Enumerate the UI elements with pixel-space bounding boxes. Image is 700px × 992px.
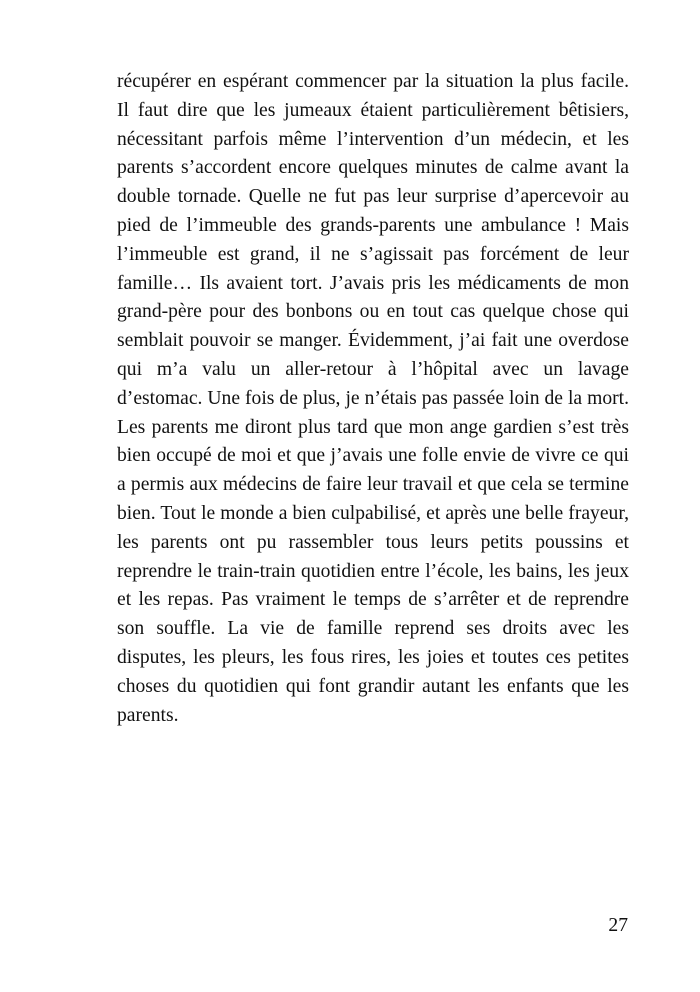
text-line: famille… Ils avaient tort. J’avais pris les médicaments de mon <box>117 272 629 294</box>
text-line: grand-père pour des bonbons ou en tout cas quelque chose qui <box>117 301 629 323</box>
text-line: choses du quotidien qui font grandir autant les enfants que les <box>117 675 629 697</box>
page-number: 27 <box>608 915 628 936</box>
body-paragraph <box>117 68 629 730</box>
text-line: bien occupé de moi et que j’avais une folle envie de vivre ce qui <box>117 445 629 467</box>
text-line: les parents ont pu rassembler tous leurs petits poussins et <box>117 531 629 553</box>
text-line: Il faut dire que les jumeaux étaient particulièrement bêtisiers, <box>117 99 629 121</box>
text-line: a permis aux médecins de faire leur travail et que cela se termine <box>117 474 629 496</box>
text-line: son souffle. La vie de famille reprend ses droits avec les <box>117 618 629 640</box>
text-line: parents s’accordent encore quelques minutes de calme avant la <box>117 157 629 179</box>
text-line: reprendre le train-train quotidien entre l’école, les bains, les jeux <box>117 560 629 582</box>
text-line: récupérer en espérant commencer par la situation la plus facile. <box>117 71 629 92</box>
text-line: pied de l’immeuble des grands-parents une ambulance ! Mais <box>117 214 629 236</box>
text-line: et les repas. Pas vraiment le temps de s’arrêter et de reprendre <box>117 589 629 611</box>
text-line: d’estomac. Une fois de plus, je n’étais pas passée loin de la mort. <box>117 387 629 409</box>
text-line: parents. <box>117 704 179 726</box>
text-line: double tornade. Quelle ne fut pas leur surprise d’apercevoir au <box>117 186 629 208</box>
text-line: l’immeuble est grand, il ne s’agissait pas forcément de leur <box>117 243 629 265</box>
text-line: qui m’a valu un aller-retour à l’hôpital avec un lavage <box>117 358 629 380</box>
text-line: bien. Tout le monde a bien culpabilisé, et après une belle frayeur, <box>117 502 629 524</box>
text-line: semblait pouvoir se manger. Évidemment, j’ai fait une overdose <box>117 330 629 352</box>
text-line: nécessitant parfois même l’intervention d’un médecin, et les <box>117 128 629 150</box>
text-line: disputes, les pleurs, les fous rires, les joies et toutes ces petites <box>117 646 629 668</box>
text-line: Les parents me diront plus tard que mon ange gardien s’est très <box>117 416 629 438</box>
